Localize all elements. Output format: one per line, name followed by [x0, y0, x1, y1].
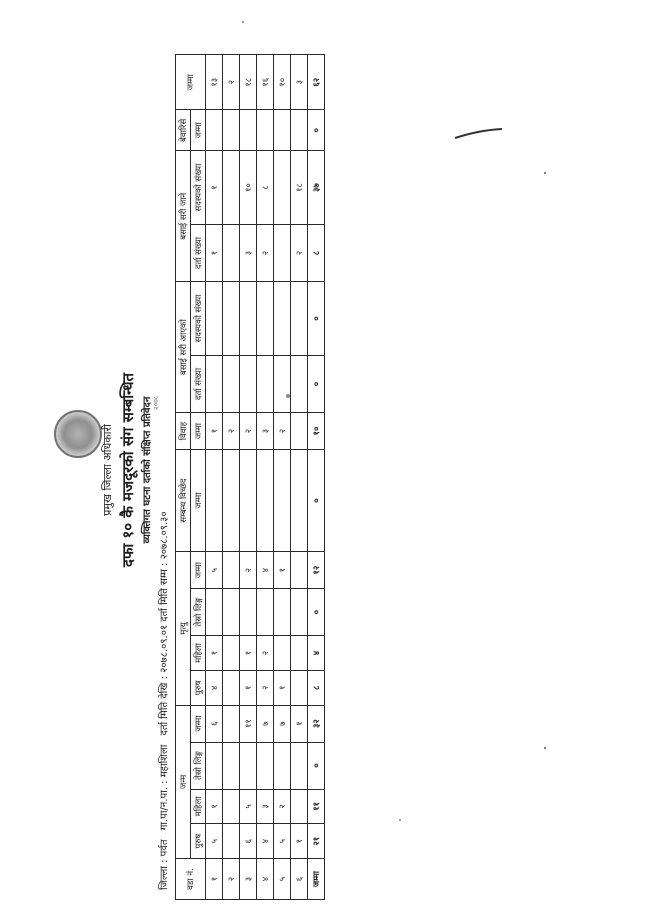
office-heading: प्रमुख जिल्ला अधिकारी [101, 424, 114, 516]
cell-in-reg [206, 355, 223, 412]
cell-birth-third [291, 742, 308, 789]
cell-birth-third [223, 742, 240, 789]
cell-death-third [206, 589, 223, 636]
sub-birth-third: तेस्रो लिङ्ग [191, 742, 206, 789]
cell-birth-male: ४ [257, 824, 274, 859]
cell-death-female: २ [257, 636, 274, 671]
cell-out-reg: ३ [240, 224, 257, 281]
cell-death-sum [223, 552, 240, 589]
report-meta [156, 505, 170, 890]
cell-birth-sum: ३२ [308, 705, 325, 742]
cell-marriage: २ [274, 413, 291, 450]
group-migration-in: बसाई सरी आएको [176, 282, 191, 413]
cell-in-members: ० [308, 282, 325, 356]
col-total: जम्मा [176, 55, 206, 110]
cell-out-reg [274, 224, 291, 281]
cell-marriage: २ [223, 413, 240, 450]
cell-death-third [223, 589, 240, 636]
seal-date: २०७८ [151, 395, 161, 411]
cell-in-members [257, 282, 274, 356]
table-row [223, 55, 240, 900]
cell-out-members [274, 151, 291, 225]
cell-total: ३ [291, 55, 308, 110]
sub-out-members: सदस्यको संख्या [191, 151, 206, 225]
cell-birth-sum: ७ [274, 705, 291, 742]
date-range-label: दर्ता मिति देखि : २०७८.०९.०१ दर्ता मिति सम्म : २०७८.०९.३० [159, 511, 170, 736]
group-divorce: सम्बन्ध विच्छेद [176, 449, 191, 551]
sub-birth-male: पुरुष [191, 824, 206, 859]
cell-ward: ३ [240, 859, 257, 900]
cell-in-members [240, 282, 257, 356]
cell-birth-male: ५ [274, 824, 291, 859]
cell-ward: ४ [257, 859, 274, 900]
registration-table [175, 54, 325, 900]
scan-dot [242, 21, 244, 23]
table-total-row [308, 55, 325, 900]
cell-divorce [274, 449, 291, 551]
rotated-report-sheet [101, 40, 582, 900]
cell-birth-male: ६ [240, 824, 257, 859]
cell-birth-third [274, 742, 291, 789]
report-title: दफा १० कै मजदूरको संग सम्बन्धित [119, 372, 137, 568]
cell-birth-female: ३ [257, 789, 274, 824]
sub-death-sum: जम्मा [191, 552, 206, 589]
cell-missing [206, 110, 223, 151]
cell-birth-third [257, 742, 274, 789]
cell-death-sum: १ [274, 552, 291, 589]
cell-in-reg [223, 355, 240, 412]
cell-birth-sum: ६ [206, 705, 223, 742]
cell-death-female [274, 636, 291, 671]
sub-out-reg: दर्ता संख्या [191, 224, 206, 281]
table-sub-header-row [191, 55, 206, 900]
cell-birth-sum: ७ [257, 705, 274, 742]
sub-in-reg: दर्ता संख्या [191, 355, 206, 412]
sub-marriage-sum: जम्मा [191, 413, 206, 450]
cell-ward: १ [206, 859, 223, 900]
cell-death-male [223, 670, 240, 705]
cell-in-members [206, 282, 223, 356]
cell-death-sum: ५ [206, 552, 223, 589]
cell-death-male [291, 670, 308, 705]
cell-birth-female: १ [206, 789, 223, 824]
cell-birth-male: १ [291, 824, 308, 859]
table-row [274, 55, 291, 900]
cell-death-female: ४ [308, 636, 325, 671]
cell-out-members: ३७ [308, 151, 325, 225]
table-row [257, 55, 274, 900]
cell-ward: ६ [291, 859, 308, 900]
cell-birth-third [206, 742, 223, 789]
cell-death-third [291, 589, 308, 636]
cell-death-female: १ [240, 636, 257, 671]
cell-birth-sum: ११ [240, 705, 257, 742]
cell-in-members [291, 282, 308, 356]
cell-death-female [223, 636, 240, 671]
group-missing: बेवारिसे [176, 110, 191, 151]
cell-in-members [223, 282, 240, 356]
cell-out-reg: ८ [308, 224, 325, 281]
cell-birth-female: २ [274, 789, 291, 824]
cell-ward: ५ [274, 859, 291, 900]
cell-out-reg: २ [257, 224, 274, 281]
cell-divorce [206, 449, 223, 551]
cell-out-members: १० [240, 151, 257, 225]
cell-birth-sum: १ [291, 705, 308, 742]
cell-divorce: ० [308, 449, 325, 551]
cell-birth-female [291, 789, 308, 824]
cell-total: ६२ [308, 55, 325, 110]
sub-in-members: सदस्यको संख्या [191, 282, 206, 356]
cell-in-reg [257, 355, 274, 412]
office-seal-stamp [54, 410, 102, 458]
cell-birth-female [223, 789, 240, 824]
cell-in-reg [274, 355, 291, 412]
cell-total: १८ [240, 55, 257, 110]
cell-birth-third: ० [308, 742, 325, 789]
cell-missing [240, 110, 257, 151]
cell-death-male: ४ [206, 670, 223, 705]
sub-divorce-sum: जम्मा [191, 449, 206, 551]
cell-birth-third [240, 742, 257, 789]
cell-death-female [291, 636, 308, 671]
cell-ward: २ [223, 859, 240, 900]
cell-death-male: १ [274, 670, 291, 705]
cell-death-third [240, 589, 257, 636]
district-label: जिल्ला : पर्वत [159, 839, 170, 890]
cell-death-third [257, 589, 274, 636]
cell-divorce [291, 449, 308, 551]
sub-death-third: तेस्रो लिङ्ग [191, 589, 206, 636]
cell-out-reg: २ [291, 224, 308, 281]
table-row [240, 55, 257, 900]
sub-birth-sum: जम्मा [191, 705, 206, 742]
cell-death-third [274, 589, 291, 636]
group-birth: जन्म [176, 705, 191, 858]
cell-missing [257, 110, 274, 151]
cell-marriage: ३ [257, 413, 274, 450]
cell-birth-male [223, 824, 240, 859]
cell-birth-female: ११ [308, 789, 325, 824]
cell-out-members: १८ [291, 151, 308, 225]
cell-out-members: ८ [257, 151, 274, 225]
cell-death-sum: ४ [257, 552, 274, 589]
group-migration-out: बसाई सरी जाने [176, 151, 191, 282]
sub-death-female: महिला [191, 636, 206, 671]
cell-total: १३ [206, 55, 223, 110]
cell-divorce [240, 449, 257, 551]
col-ward: वडा नं. [176, 859, 206, 900]
cell-death-sum: २ [240, 552, 257, 589]
sub-missing-sum: जम्मा [191, 110, 206, 151]
sub-death-male: पुरुष [191, 670, 206, 705]
table-row [291, 55, 308, 900]
cell-out-reg [223, 224, 240, 281]
cell-marriage: २ [240, 413, 257, 450]
cell-death-third: ० [308, 589, 325, 636]
cell-total: २ [223, 55, 240, 110]
sub-birth-female: महिला [191, 789, 206, 824]
municipality-label: गा.पा/न.पा. : महाशिला [159, 744, 170, 831]
cell-death-sum: १२ [308, 552, 325, 589]
cell-birth-male: २१ [308, 824, 325, 859]
cell-marriage: १ [206, 413, 223, 450]
table-row [206, 55, 223, 900]
cell-death-male: १ [240, 670, 257, 705]
cell-birth-female: ५ [240, 789, 257, 824]
cell-total: १० [274, 55, 291, 110]
cell-missing [291, 110, 308, 151]
cell-marriage [291, 413, 308, 450]
cell-missing: ० [308, 110, 325, 151]
group-death: मृत्यु [176, 552, 191, 705]
report-subtitle: व्यक्तिगत घटना दर्ताको संक्षिप्त प्रतिवेदन [142, 396, 153, 544]
cell-birth-sum [223, 705, 240, 742]
cell-death-male: २ [257, 670, 274, 705]
cell-death-male: ८ [308, 670, 325, 705]
cell-in-members [274, 282, 291, 356]
cell-out-members [223, 151, 240, 225]
cell-in-reg [240, 355, 257, 412]
cell-total: १६ [257, 55, 274, 110]
cell-missing [223, 110, 240, 151]
cell-divorce [257, 449, 274, 551]
table-group-header-row [176, 55, 191, 900]
cell-out-reg: १ [206, 224, 223, 281]
cell-missing [274, 110, 291, 151]
cell-in-reg: ० [308, 355, 325, 412]
cell-in-reg [291, 355, 308, 412]
cell-death-female: १ [206, 636, 223, 671]
group-marriage: विवाह [176, 413, 191, 450]
cell-marriage: १० [308, 413, 325, 450]
cell-ward: जम्मा [308, 859, 325, 900]
cell-death-sum [291, 552, 308, 589]
cell-out-members: १ [206, 151, 223, 225]
cell-divorce [223, 449, 240, 551]
cell-birth-male: ५ [206, 824, 223, 859]
